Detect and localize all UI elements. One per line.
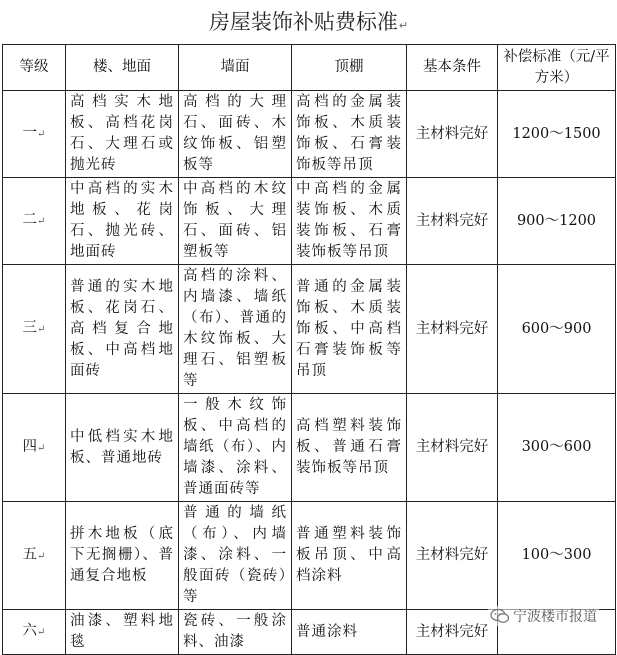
ceiling-cell: 普通涂料 xyxy=(292,610,407,655)
wechat-logo-icon xyxy=(490,608,510,624)
table-row xyxy=(3,502,616,610)
condition-cell: 主材料完好 xyxy=(407,265,498,394)
table-row xyxy=(3,394,616,502)
floor-cell: 中高档的实木地板、花岗石、抛光砖、地面砖 xyxy=(66,178,179,265)
subsidy-standard-table xyxy=(2,44,616,655)
standard-cell: 600～900 xyxy=(498,265,616,394)
ceiling-cell: 中高档的金属装饰板、木质装饰板、石膏装饰板等吊顶 xyxy=(292,178,407,265)
standard-cell: 300～600 xyxy=(498,394,616,502)
level-cell: 四↵ xyxy=(3,394,66,502)
floor-cell: 普通的实木地板、花岗石、高档复合地板、中高档地面砖 xyxy=(66,265,179,394)
level-cell: 一↵ xyxy=(3,91,66,178)
header-wall: 墙面 xyxy=(179,45,292,91)
wall-cell: 普通的墙纸（布）、内墙漆、涂料、一般面砖（瓷砖）等 xyxy=(179,502,292,610)
watermark-text: 宁波楼市报道 xyxy=(513,609,597,625)
wall-cell: 高档的大理石、面砖、木纹饰板、铝塑板等 xyxy=(179,91,292,178)
wall-cell: 高档的涂料、内墙漆、墙纸（布）、普通的木纹饰板、大理石、铝塑板等 xyxy=(179,265,292,394)
header-ceiling: 顶棚 xyxy=(292,45,407,91)
wall-cell: 瓷砖、一般涂料、油漆 xyxy=(179,610,292,655)
floor-cell: 中低档实木地板、普通地砖 xyxy=(66,394,179,502)
header-level: 等级 xyxy=(3,45,66,91)
header-floor: 楼、地面 xyxy=(66,45,179,91)
standard-cell: 1200～1500 xyxy=(498,91,616,178)
level-cell: 五↵ xyxy=(3,502,66,610)
table-row xyxy=(3,265,616,394)
header-condition: 基本条件 xyxy=(407,45,498,91)
wall-cell: 一般木纹饰板、中高档的墙纸（布）、内墙漆、涂料、普通面砖等 xyxy=(179,394,292,502)
header-standard: 补偿标准（元/平方米） xyxy=(498,45,616,91)
table-row xyxy=(3,178,616,265)
condition-cell: 主材料完好 xyxy=(407,610,498,655)
document-title-text: 房屋装饰补贴费标准 xyxy=(208,10,398,34)
condition-cell: 主材料完好 xyxy=(407,91,498,178)
floor-cell: 拼木地板（底下无搁栅）、普通复合地板 xyxy=(66,502,179,610)
level-cell: 六↵ xyxy=(3,610,66,655)
floor-cell: 高档实木地板、高档花岗石、大理石或抛光砖 xyxy=(66,91,179,178)
ceiling-cell: 普通塑料装饰板吊顶、中高档涂料 xyxy=(292,502,407,610)
ceiling-cell: 高档的金属装饰板、木质装饰板、石膏装饰板等吊顶 xyxy=(292,91,407,178)
document-title xyxy=(0,6,617,36)
standard-cell: 900～1200 xyxy=(498,178,616,265)
watermark xyxy=(488,606,599,626)
level-cell: 二↵ xyxy=(3,178,66,265)
table-header-row xyxy=(3,45,616,91)
ceiling-cell: 普通的金属装饰板、木质装饰板、中高档石膏装饰板等吊顶 xyxy=(292,265,407,394)
condition-cell: 主材料完好 xyxy=(407,394,498,502)
standard-cell: 100～300 xyxy=(498,502,616,610)
condition-cell: 主材料完好 xyxy=(407,178,498,265)
floor-cell: 油漆、塑料地毯 xyxy=(66,610,179,655)
level-cell: 三↵ xyxy=(3,265,66,394)
paragraph-mark-icon: ↵ xyxy=(398,19,409,32)
ceiling-cell: 高档塑料装饰板、普通石膏装饰板等吊顶 xyxy=(292,394,407,502)
condition-cell: 主材料完好 xyxy=(407,502,498,610)
table-row xyxy=(3,91,616,178)
wall-cell: 中高档的木纹饰板、大理石、面砖、铝塑板等 xyxy=(179,178,292,265)
